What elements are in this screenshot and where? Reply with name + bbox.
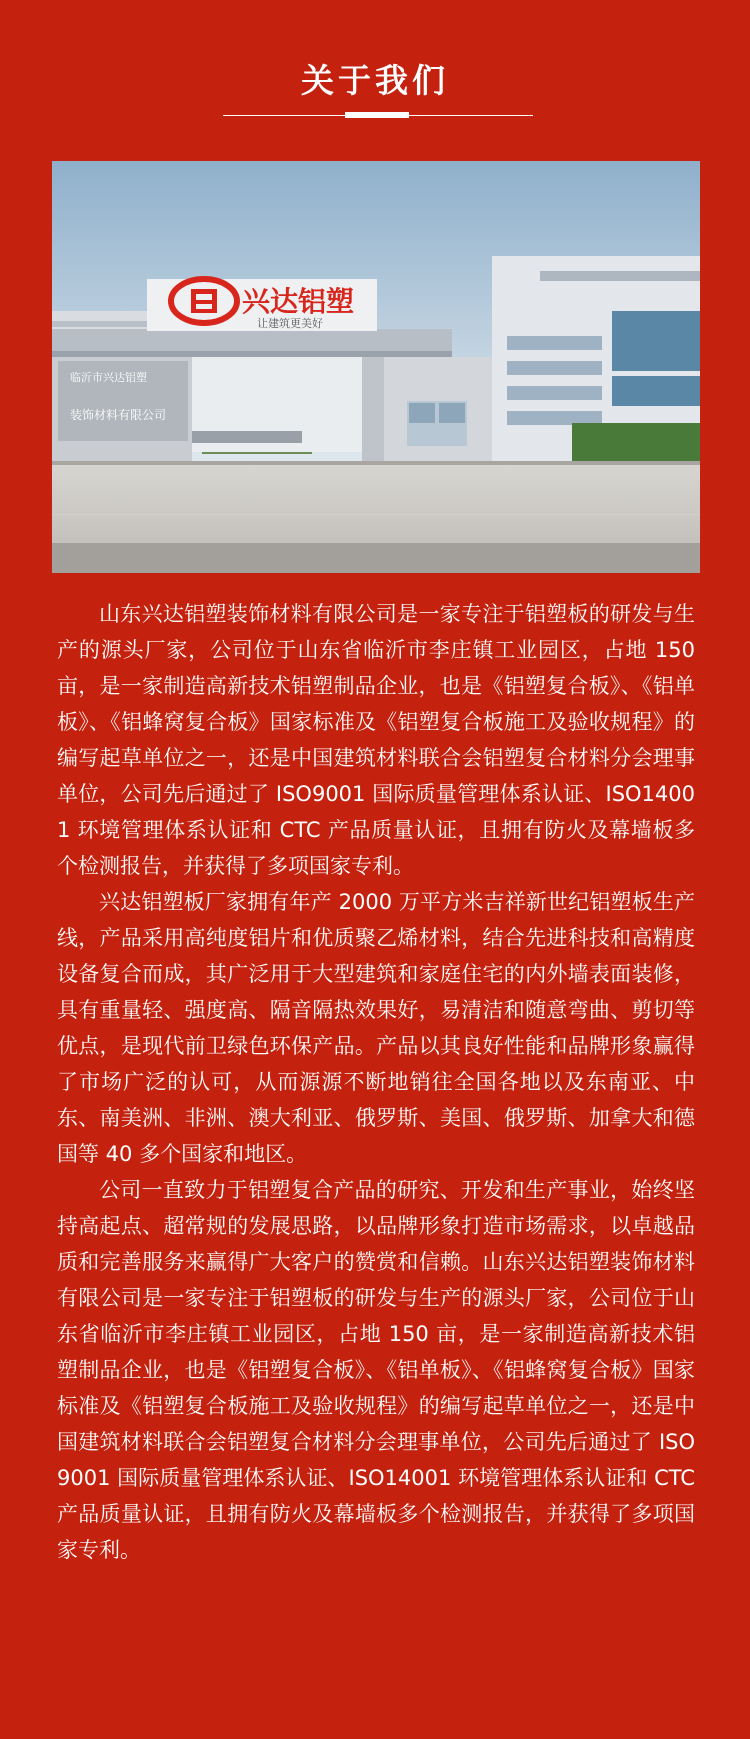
sign-slogan: 让建筑更美好 <box>257 317 323 330</box>
about-paragraph-2: 兴达铝塑板厂家拥有年产 2000 万平方米吉祥新世纪铝塑板生产线，产品采用高纯度铝片和优质聚乙烯材料，结合先进科技和高精度设备复合而成，其广泛用于大型建筑和家庭住宅的内外墙表面装修，具有重量轻、强度高、隔音隔热效果好，易清洁和随意弯曲、剪切等优点，是现代前卫绿色环保产品。产品以其良好性能和品牌形象赢得了市场广泛的认可，从而源源不断地销往全国各地以及东南亚、中东、南美洲、非洲、澳大利亚、俄罗斯、美国、俄罗斯、加拿大和德国等 40 多个国家和地区。 <box>57 890 695 1166</box>
title-underline-accent <box>345 112 409 118</box>
about-paragraph-1: 山东兴达铝塑装饰材料有限公司是一家专注于铝塑板的研发与生产的源头厂家，公司位于山东省临沂市李庄镇工业园区，占地 150 亩，是一家制造高新技术铝塑制品企业，也是《铝塑复合板》、《铝单板》、《铝蜂窝复合板》国家标准及《铝塑复合板施工及验收规程》的编写起草单位之一，还是中国建筑材料联合会铝塑复合材料分会理事单位，公司先后通过了 ISO9001 国际质量管理体系认证、ISO14001 环境管理体系认证和 CTC 产品质量认证，且拥有防火及幕墙板多个检测报告，并获得了多项国家专利。 <box>57 602 695 878</box>
sign-company-line2: 装饰材料有限公司 <box>70 408 167 422</box>
factory-gate-photo <box>52 161 700 573</box>
page-header <box>0 0 750 130</box>
sign-brand: 兴达铝塑 <box>242 285 355 318</box>
sign-company-line1: 临沂市兴达铝塑 <box>70 371 147 384</box>
about-paragraph-3: 公司一直致力于铝塑复合产品的研究、开发和生产事业，始终坚持高起点、超常规的发展思路，以品牌形象打造市场需求，以卓越品质和完善服务来赢得广大客户的赞赏和信赖。山东兴达铝塑装饰材料有限公司是一家专注于铝塑板的研发与生产的源头厂家，公司位于山东省临沂市李庄镇工业园区，占地 150 亩，是一家制造高新技术铝塑制品企业，也是《铝塑复合板》、《铝单板》、《铝蜂窝复合板》国家标准及《铝塑复合板施工及验收规程》的编写起草单位之一，还是中国建筑材料联合会铝塑复合材料分会理事单位，公司先后通过了 ISO9001 国际质量管理体系认证、ISO14001 环境管理体系认证和 CTC 产品质量认证，且拥有防火及幕墙板多个检测报告，并获得了多项国家专利。 <box>57 1178 695 1562</box>
about-content <box>57 596 695 1568</box>
page-title: 关于我们 <box>301 61 449 100</box>
